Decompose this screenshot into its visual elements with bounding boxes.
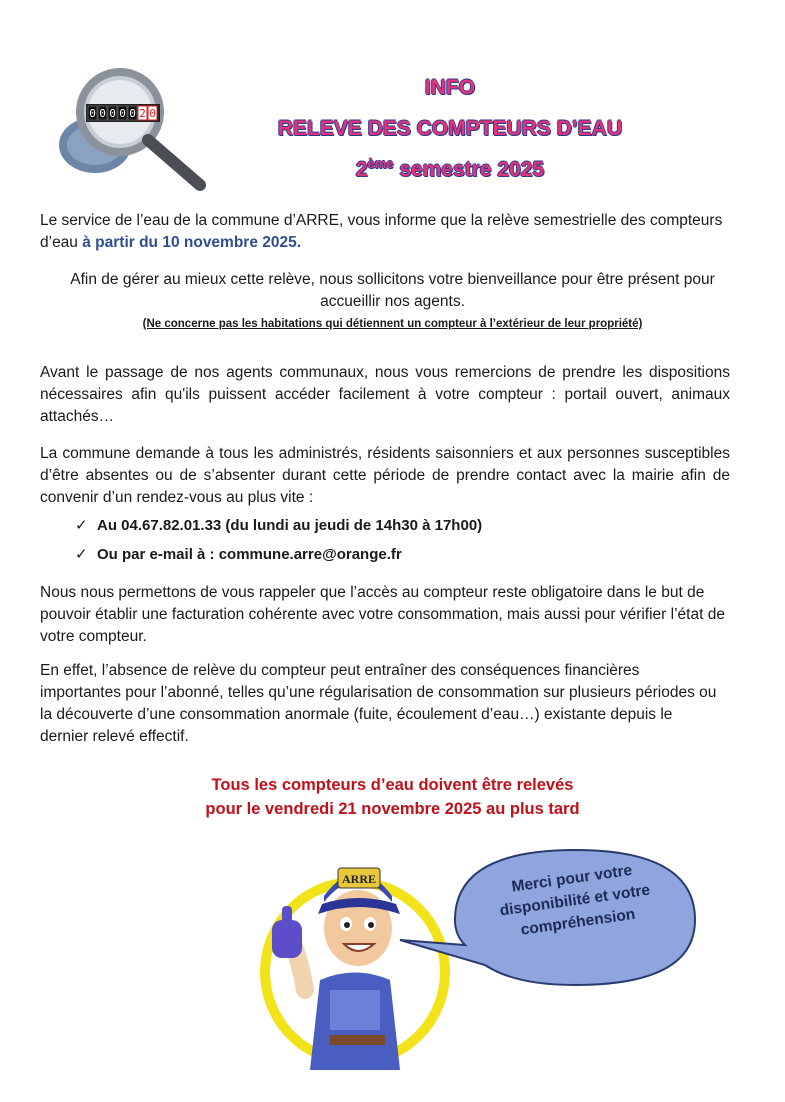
exclusion-note: (Ne concerne pas les habitations qui détiennent un compteur à l’extérieur de leur propriété) bbox=[142, 318, 643, 330]
meter-digit: 0 bbox=[99, 107, 106, 120]
cap-label: ARRE bbox=[341, 872, 377, 886]
meter-digit: 0 bbox=[119, 107, 126, 120]
meter-digit: 0 bbox=[89, 107, 96, 120]
effect-paragraph: En effet, l’absence de relève du compteur peut entraîner des conséquences financières importantes pour l’abonné, telles qu’une régularisation de consommation sur plusieurs périodes ou la découverte d’une consommation anormale (fuite, écoulement d’eau…) existante depuis le dernier relevé effectif. bbox=[40, 662, 717, 745]
meter-digit: 0 bbox=[109, 107, 116, 120]
access-paragraph: Nous nous permettons de vous rappeler que l’accès au compteur reste obligatoire dans le but de pouvoir établir une facturation cohérente avec votre consommation, mais aussi pour vérifier l’état de votre compteur. bbox=[40, 584, 725, 645]
meter-digit: 2 bbox=[139, 107, 146, 120]
deadline-line1: Tous les compteurs d’eau doivent être relevés bbox=[211, 776, 574, 794]
check-icon: ✓ bbox=[75, 517, 88, 534]
title-main: RELEVE DES COMPTEURS D’EAU bbox=[277, 117, 623, 140]
title-info: INFO bbox=[424, 76, 476, 99]
meter-digits bbox=[88, 106, 157, 120]
deadline-line2: pour le vendredi 21 novembre 2025 au plus tard bbox=[205, 800, 580, 818]
title-semester: 2ème semestre 2025 bbox=[355, 156, 545, 181]
contact-paragraph: La commune demande à tous les administrés, résidents saisonniers et aux personnes susceptibles d’être absentes ou de s’absenter durant cette période de prendre contact avec la mairie afin de convenir d’un rendez-vous au plus vite : bbox=[40, 445, 730, 506]
agents-paragraph: Avant le passage de nos agents communaux, nous vous remercions de prendre les dispositions nécessaires afin qu'ils puissent accéder facilement à votre compteur : portail ouvert, animaux attachés… bbox=[40, 364, 730, 425]
speech-bubble-text: Merci pour votre disponibilité et votre compréhension bbox=[498, 861, 652, 939]
request-paragraph: Afin de gérer au mieux cette relève, nous sollicitons votre bienveillance pour être présent pour accueillir nos agents. bbox=[70, 271, 715, 310]
contact-email: ✓ Ou par e-mail à : commune.arre@orange.fr bbox=[75, 546, 402, 563]
water-meter-magnifier-illustration bbox=[50, 60, 215, 195]
intro-paragraph: Le service de l’eau de la commune d’ARRE, vous informe que la relève semestrielle des compteurs d’eau à partir du 10 novembre 2025. bbox=[40, 212, 723, 251]
contact-phone: ✓ Au 04.67.82.01.33 (du lundi au jeudi de 14h30 à 17h00) bbox=[75, 517, 483, 534]
meter-digit: 0 bbox=[129, 107, 136, 120]
meter-digit: 0 bbox=[149, 107, 156, 120]
check-icon: ✓ bbox=[75, 546, 88, 563]
